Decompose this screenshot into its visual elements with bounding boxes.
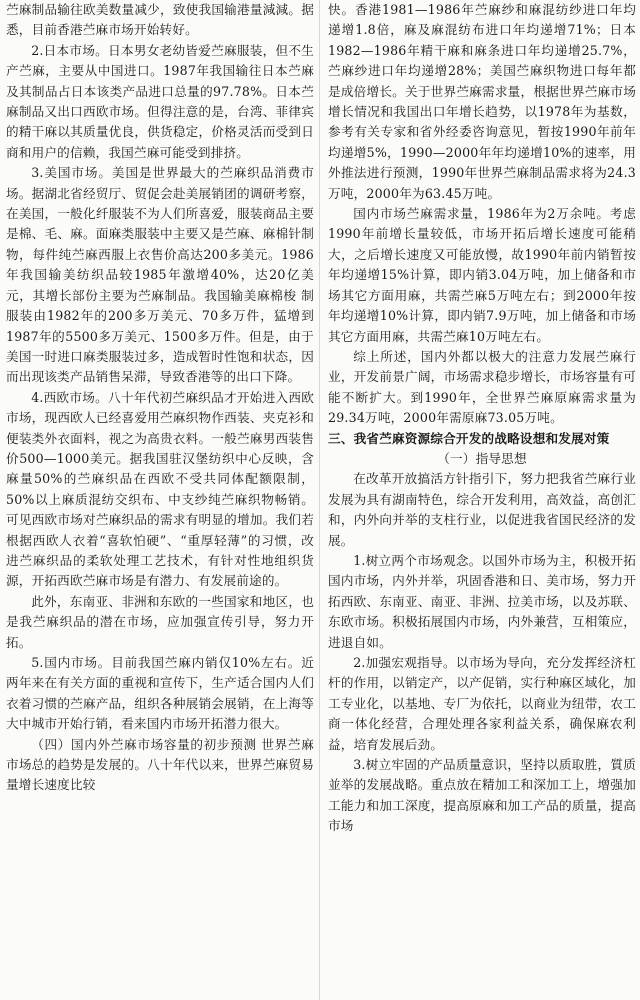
paragraph-summary: 综上所述，国内外都以极大的注意力发展苎麻行业，开发前景广阔，市场需求稳步增长，市场容量有可能不断扩大。到1990年，全世界苎麻原麻需求量为29.34万吨，2000年需原麻73.05万吨。 <box>328 348 636 426</box>
paragraph-other-regions: 此外，东南亚、非洲和东欧的一些国家和地区，也是我苎麻织品的潜在市场，应加强宣传引导，努力开拓。 <box>6 593 314 650</box>
left-column <box>6 0 314 796</box>
paragraph-japan-market: 2.日本市场。日本男女老幼皆爱苎麻服装，但不生产苎麻，主要从中国进口。1987年我国输往日本苎麻及其制品占日本该类产品进口总量的97.78%。日本苎麻制品又出口西欧市场。但得注意的是，台湾、菲律宾的精干麻以其质量优良，供货稳定，价格灵活而受到日商和用户的信赖，我国苎麻可能受到排挤。 <box>6 42 314 160</box>
paragraph-domestic-demand: 国内市场苎麻需求量，1986年为2万余吨。考虑1990年前增长量较低，市场开拓后增长速度可能稍大，之后增长速度又可能放慢，故1990年前内销暂按年均递增15%计算，即内销3.04万吨，加上储备和市场其它方面用麻，共需苎麻5万吨左右；到2000年按年均递增10%计算，即内销7.9万吨，加上储备和市场其它方面用麻，共需苎麻10万吨左右。 <box>328 206 636 344</box>
paragraph-macro-guidance: 2.加强宏观指导。以市场为导向，充分发挥经济杠杆的作用，以销定产，以产促销，实行种麻区域化，加工专业化，以基地、专厂为依托，以商业为纽带，农工商一体化经营，合理处理各家利益关系，确保麻农利益，培育发展后劲。 <box>328 655 636 752</box>
column-divider <box>319 0 320 1000</box>
subsection-heading: （一）指导思想 <box>437 450 527 466</box>
section-heading: 三、我省苎麻资源综合开发的战略设想和发展对策 <box>328 430 610 446</box>
paragraph-us-market: 3.美国市场。美国是世界最大的苎麻织品消费市场。据湖北省经贸厅、贸促会赴美展销团的调研考察，在美国，一般化纤服装不为人们所喜爱，服装商品主要是棉、毛、麻。面麻类服装中主要又是苎麻、麻棉针制物，每件纯苎麻西服上衣售价高达200多美元。1986年我国输美纺织品较1985年激增40%，达20亿美元，其增长部份主要为苎麻制品。我国输美麻棉梭 制服装由1982年的200多万美元、70多万件，猛增到1987年的5500多万美元、1500多万件。但是，由于美国一时进口麻类服装过多，造成暂时性饱和状态，因而出现该类产品销售呆滞，导致香港等的出口下降。 <box>6 165 314 385</box>
right-column <box>328 0 636 837</box>
paragraph-domestic-market: 5.国内市场。目前我国苎麻内销仅10%左右。近两年来在有关方面的重视和宣传下，生产适合国内人们衣着习惯的苎麻产品，组织各种展销会展销，在上海等大中城市开始行销，看来国内市场开拓潜力很大。 <box>6 655 314 732</box>
paragraph-two-markets: 1.树立两个市场观念。以国外市场为主，积极开拓国内市场，内外并举，巩固香港和日、美市场，努力开拓西欧、东南亚、南亚、非洲、拉美市场，以及苏联、东欧市场。积极拓展国内市场，内外兼营，互相策应，进退自如。 <box>328 552 636 650</box>
paragraph-continued: 苎麻制品输往欧美数量减少，致使我国输港量減減。据悉，目前香港苎麻市场开始转好。 <box>6 2 314 38</box>
paragraph-west-europe-market: 4.西欧市场。八十年代初苎麻织品才开始进入西欧市场，现西欧人已经喜爱用苎麻织物作西装、夹克衫和便装类外衣面料，视之为高贵衣料。一般苎麻男西装售价500—1000美元。据我国驻汉堡纺织中心反映，含麻量50%的苎麻织品在西欧不受共同体配额限制，50%以上麻质混纺交织布、中支纱纯苎麻织物畅销。可见西欧市场对苎麻织品的需求有明显的增加。我们若根据西欧人衣着“喜软怕硬”、“重厚轻薄”的习惯，改进苎麻织品的柔软处理工艺技术，有针对性地组织货源，开拓西欧苎麻市场是有潜力、有发展前途的。 <box>6 389 314 589</box>
paragraph-market-forecast: （四）国内外苎麻市场容量的初步预测 世界苎麻市场总的趋势是发展的。八十年代以来，世界苎麻贸易量增长速度比较 <box>6 736 314 793</box>
paragraph-guiding-idea: 在改革开放搞活方针指引下，努力把我省苎麻行业发展为具有湖南特色，综合开发利用，高效益，高创汇和，内外向并举的支柱行业，以促进我省国民经济的发展。 <box>328 471 636 548</box>
paragraph-quality-awareness: 3.树立牢固的产品质量意识，坚持以质取胜，質质並举的发展战略。重点放在精加工和深加工上，增强加工能力和加工深度，提高原麻和加工产品的质量，提高市场 <box>328 757 636 834</box>
paragraph-continued-right: 快。香港1981—1986年苎麻纱和麻混纺纱进口年均递增1.8倍，麻及麻混纺布进口年均递增71%；日本1982—1986年精干麻和麻条进口年均递增25.7%，苎麻纱进口年均递增28%；美国苎麻织物进口每年都是成倍增长。关于世界苎麻需求量，根据世界苎麻市场增长情况和我国出口年增长趋势，以1978年为基数，参考有关专家和省外经委咨询意见，暂按1990年前年均递增5%，1990—2000年年均递增10%的速率，用外推法进行预测，1990年世界苎麻制品需求将为24.3万吨，2000年为63.45万吨。 <box>328 2 636 201</box>
